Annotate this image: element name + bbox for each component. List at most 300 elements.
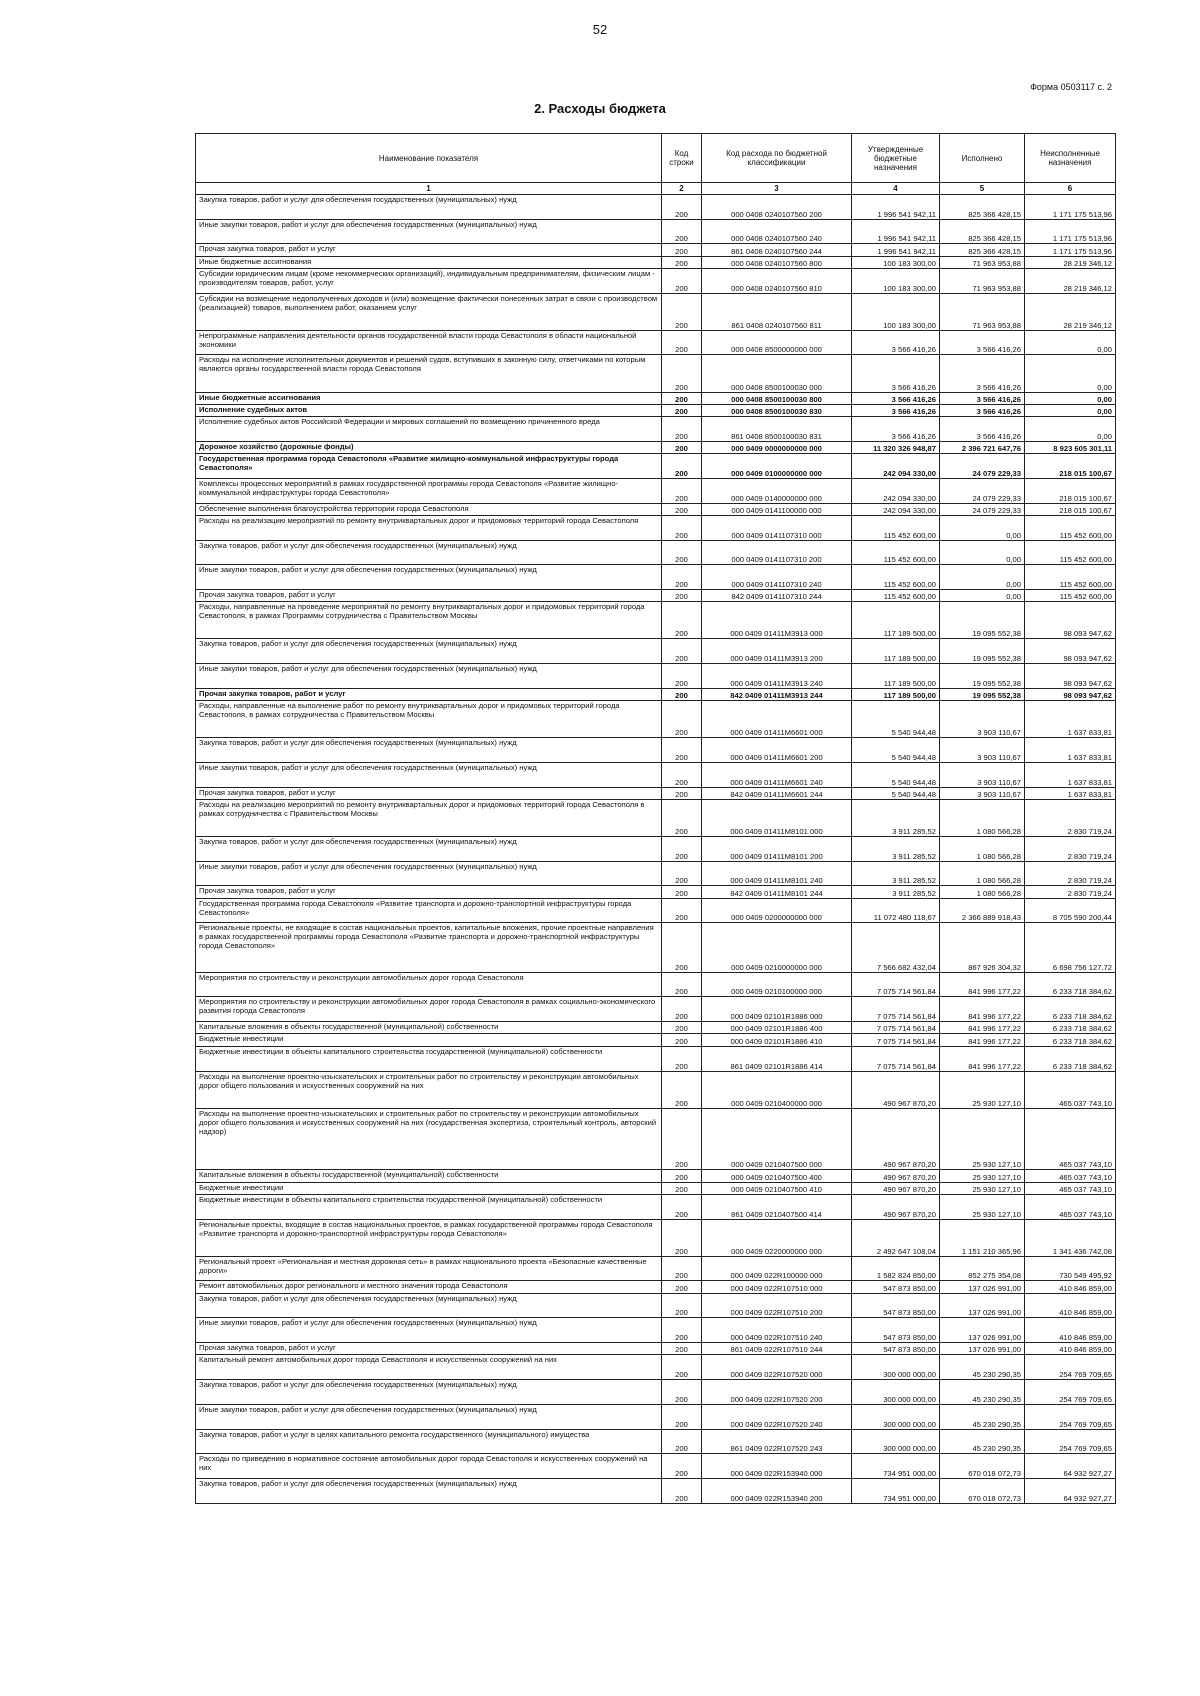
row-unexecuted-amount: 218 015 100,67 — [1025, 478, 1116, 503]
row-executed-amount: 25 930 127,10 — [940, 1108, 1025, 1170]
row-line-code: 200 — [662, 1194, 702, 1219]
table-row — [196, 355, 1116, 392]
row-indicator-name: Государственная программа города Севастополя «Развитие транспорта и дорожно-транспортной инфраструктуры города Севастополя» — [196, 898, 662, 923]
table-row — [196, 1034, 1116, 1046]
row-line-code: 200 — [662, 639, 702, 664]
row-unexecuted-amount: 64 932 927,27 — [1025, 1478, 1116, 1503]
column-number: 3 — [702, 183, 852, 195]
row-unexecuted-amount: 410 846 859,00 — [1025, 1293, 1116, 1318]
table-row — [196, 602, 1116, 639]
row-unexecuted-amount: 28 219 346,12 — [1025, 256, 1116, 268]
row-approved-amount: 1 996 541 942,11 — [852, 195, 940, 220]
row-line-code: 200 — [662, 540, 702, 565]
row-indicator-name: Исполнение судебных актов — [196, 404, 662, 416]
row-budget-code: 000 0409 01411M8101 240 — [702, 861, 852, 886]
table-row — [196, 503, 1116, 515]
row-budget-code: 000 0408 8500100030 000 — [702, 355, 852, 392]
table-row — [196, 1343, 1116, 1355]
row-approved-amount: 547 873 850,00 — [852, 1293, 940, 1318]
row-budget-code: 000 0409 022R107520 240 — [702, 1404, 852, 1429]
row-budget-code: 000 0409 0100000000 000 — [702, 454, 852, 479]
row-approved-amount: 300 000 000,00 — [852, 1380, 940, 1405]
row-executed-amount: 45 230 290,35 — [940, 1429, 1025, 1454]
table-row — [196, 441, 1116, 453]
row-budget-code: 861 0409 022R107520 243 — [702, 1429, 852, 1454]
row-indicator-name: Прочая закупка товаров, работ и услуг — [196, 244, 662, 256]
row-line-code: 200 — [662, 923, 702, 972]
row-approved-amount: 117 189 500,00 — [852, 639, 940, 664]
row-indicator-name: Иные закупки товаров, работ и услуг для обеспечения государственных (муниципальных) нужд — [196, 219, 662, 244]
row-line-code: 200 — [662, 417, 702, 442]
row-indicator-name: Прочая закупка товаров, работ и услуг — [196, 688, 662, 700]
table-row — [196, 861, 1116, 886]
row-budget-code: 000 0409 01411M8101 200 — [702, 836, 852, 861]
row-unexecuted-amount: 1 637 833,81 — [1025, 762, 1116, 787]
table-row — [196, 1108, 1116, 1170]
row-approved-amount: 115 452 600,00 — [852, 590, 940, 602]
row-executed-amount: 0,00 — [940, 540, 1025, 565]
row-executed-amount: 25 930 127,10 — [940, 1071, 1025, 1108]
row-budget-code: 000 0409 022R153940 200 — [702, 1478, 852, 1503]
table-row — [196, 590, 1116, 602]
row-indicator-name: Ремонт автомобильных дорог регионального и местного значения города Севастополя — [196, 1281, 662, 1293]
row-line-code: 200 — [662, 1454, 702, 1479]
table-row — [196, 454, 1116, 479]
row-approved-amount: 3 566 416,26 — [852, 330, 940, 355]
table-row — [196, 836, 1116, 861]
table-row — [196, 688, 1116, 700]
row-indicator-name: Региональные проекты, входящие в состав национальных проектов, в рамках государственной программы города Севастополя «Развитие транспорта и дорожно-транспортной инфраструктуры города Севастополя» — [196, 1219, 662, 1256]
row-indicator-name: Бюджетные инвестиции — [196, 1034, 662, 1046]
table-row — [196, 417, 1116, 442]
row-unexecuted-amount: 0,00 — [1025, 330, 1116, 355]
row-unexecuted-amount: 6 233 718 384,62 — [1025, 1046, 1116, 1071]
row-approved-amount: 7 075 714 561,84 — [852, 1046, 940, 1071]
row-approved-amount: 3 566 416,26 — [852, 404, 940, 416]
row-budget-code: 000 0408 8500000000 000 — [702, 330, 852, 355]
table-row — [196, 540, 1116, 565]
row-executed-amount: 19 095 552,38 — [940, 664, 1025, 689]
row-indicator-name: Закупка товаров, работ и услуг для обеспечения государственных (муниципальных) нужд — [196, 836, 662, 861]
row-unexecuted-amount: 64 932 927,27 — [1025, 1454, 1116, 1479]
row-budget-code: 842 0409 01411M6601 244 — [702, 787, 852, 799]
row-indicator-name: Исполнение судебных актов Российской Федерации и мировых соглашений по возмещению причиненного вреда — [196, 417, 662, 442]
expenses-table — [195, 133, 1116, 1504]
table-row — [196, 997, 1116, 1022]
row-unexecuted-amount: 465 037 743,10 — [1025, 1071, 1116, 1108]
row-budget-code: 842 0409 01411M8101 244 — [702, 886, 852, 898]
row-budget-code: 000 0409 02101R1886 410 — [702, 1034, 852, 1046]
header-line-code: Код строки — [662, 134, 702, 183]
row-line-code: 200 — [662, 256, 702, 268]
row-indicator-name: Расходы по приведению в нормативное состояние автомобильных дорог города Севастополя и искусственных сооружений на них — [196, 1454, 662, 1479]
row-budget-code: 000 0409 01411M6601 200 — [702, 738, 852, 763]
row-budget-code: 000 0408 8500100030 800 — [702, 392, 852, 404]
row-line-code: 200 — [662, 688, 702, 700]
row-unexecuted-amount: 2 830 719,24 — [1025, 886, 1116, 898]
row-budget-code: 000 0409 022R107520 200 — [702, 1380, 852, 1405]
row-line-code: 200 — [662, 565, 702, 590]
row-unexecuted-amount: 2 830 719,24 — [1025, 861, 1116, 886]
row-indicator-name: Прочая закупка товаров, работ и услуг — [196, 590, 662, 602]
row-unexecuted-amount: 410 846 859,00 — [1025, 1343, 1116, 1355]
row-executed-amount: 137 026 991,00 — [940, 1281, 1025, 1293]
row-executed-amount: 19 095 552,38 — [940, 688, 1025, 700]
table-row — [196, 256, 1116, 268]
row-indicator-name: Региональные проекты, не входящие в состав национальных проектов, капитальные вложения, прочие проектные направления в рамках государственной программы города Севастополя «Развитие транспорта и дорожно-транспортной инфраструктуры города Севастополя» — [196, 923, 662, 972]
row-indicator-name: Капитальный ремонт автомобильных дорог города Севастополя и искусственных сооружений на них — [196, 1355, 662, 1380]
header-indicator-name: Наименование показателя — [196, 134, 662, 183]
row-approved-amount: 300 000 000,00 — [852, 1404, 940, 1429]
row-line-code: 200 — [662, 503, 702, 515]
row-indicator-name: Расходы на исполнение исполнительных документов и решений судов, вступивших в законную силу, ответчиками по которым являются органы государственной власти города Севастополя — [196, 355, 662, 392]
table-row — [196, 1478, 1116, 1503]
row-line-code: 200 — [662, 664, 702, 689]
row-indicator-name: Расходы, направленные на проведение мероприятий по ремонту внутриквартальных дорог и придомовых территорий города Севастополя, в рамках Программы сотрудничества с Правительством Москвы — [196, 602, 662, 639]
row-executed-amount: 25 930 127,10 — [940, 1194, 1025, 1219]
row-approved-amount: 490 967 870,20 — [852, 1194, 940, 1219]
row-executed-amount: 3 903 110,67 — [940, 762, 1025, 787]
row-line-code: 200 — [662, 762, 702, 787]
row-unexecuted-amount: 465 037 743,10 — [1025, 1182, 1116, 1194]
row-unexecuted-amount: 2 830 719,24 — [1025, 799, 1116, 836]
row-budget-code: 000 0408 0240107560 240 — [702, 219, 852, 244]
row-unexecuted-amount: 1 171 175 513,96 — [1025, 195, 1116, 220]
row-executed-amount: 3 566 416,26 — [940, 355, 1025, 392]
row-unexecuted-amount: 465 037 743,10 — [1025, 1170, 1116, 1182]
header-unexecuted: Неисполненные назначения — [1025, 134, 1116, 183]
row-unexecuted-amount: 218 015 100,67 — [1025, 503, 1116, 515]
row-budget-code: 000 0409 022R153940 000 — [702, 1454, 852, 1479]
row-budget-code: 861 0409 022R107510 244 — [702, 1343, 852, 1355]
row-indicator-name: Прочая закупка товаров, работ и услуг — [196, 1343, 662, 1355]
row-unexecuted-amount: 28 219 346,12 — [1025, 269, 1116, 294]
table-row — [196, 1293, 1116, 1318]
row-indicator-name: Расходы на реализацию мероприятий по ремонту внутриквартальных дорог и придомовых территорий города Севастополя — [196, 515, 662, 540]
row-line-code: 200 — [662, 997, 702, 1022]
row-line-code: 200 — [662, 861, 702, 886]
row-executed-amount: 841 996 177,22 — [940, 1046, 1025, 1071]
row-approved-amount: 1 996 541 942,11 — [852, 219, 940, 244]
row-budget-code: 000 0409 01411M3913 200 — [702, 639, 852, 664]
row-line-code: 200 — [662, 1022, 702, 1034]
row-indicator-name: Непрограммные направления деятельности органов государственной власти города Севастополя в области национальной экономики — [196, 330, 662, 355]
row-budget-code: 000 0409 02101R1886 000 — [702, 997, 852, 1022]
table-header-row — [196, 134, 1116, 183]
table-body — [196, 195, 1116, 1504]
row-executed-amount: 3 903 110,67 — [940, 738, 1025, 763]
row-unexecuted-amount: 254 769 709,65 — [1025, 1355, 1116, 1380]
row-line-code: 200 — [662, 836, 702, 861]
row-line-code: 200 — [662, 972, 702, 997]
row-line-code: 200 — [662, 454, 702, 479]
row-indicator-name: Расходы на выполнение проектно-изыскательских и строительных работ по строительству и реконструкции автомобильных дорог общего пользования и искусственных сооружений на них — [196, 1071, 662, 1108]
row-line-code: 200 — [662, 478, 702, 503]
table-row — [196, 195, 1116, 220]
row-budget-code: 000 0409 0210407500 410 — [702, 1182, 852, 1194]
row-executed-amount: 1 080 566,28 — [940, 836, 1025, 861]
row-indicator-name: Государственная программа города Севастополя «Развитие жилищно-коммунальной инфраструктуры города Севастополя» — [196, 454, 662, 479]
row-indicator-name: Мероприятия по строительству и реконструкции автомобильных дорог города Севастополя в рамках социально-экономического развития города Севастополя — [196, 997, 662, 1022]
row-unexecuted-amount: 98 093 947,62 — [1025, 664, 1116, 689]
row-executed-amount: 1 080 566,28 — [940, 886, 1025, 898]
table-row — [196, 1380, 1116, 1405]
row-unexecuted-amount: 6 233 718 384,62 — [1025, 972, 1116, 997]
row-unexecuted-amount: 1 341 436 742,08 — [1025, 1219, 1116, 1256]
column-number: 2 — [662, 183, 702, 195]
row-line-code: 200 — [662, 738, 702, 763]
column-number: 1 — [196, 183, 662, 195]
row-approved-amount: 100 183 300,00 — [852, 256, 940, 268]
row-executed-amount: 45 230 290,35 — [940, 1355, 1025, 1380]
row-approved-amount: 11 072 480 118,67 — [852, 898, 940, 923]
row-approved-amount: 7 566 682 432,04 — [852, 923, 940, 972]
row-budget-code: 000 0409 0200000000 000 — [702, 898, 852, 923]
table-row — [196, 701, 1116, 738]
row-indicator-name: Иные закупки товаров, работ и услуг для обеспечения государственных (муниципальных) нужд — [196, 861, 662, 886]
row-approved-amount: 3 566 416,26 — [852, 355, 940, 392]
row-approved-amount: 5 540 944,48 — [852, 738, 940, 763]
row-line-code: 200 — [662, 1404, 702, 1429]
row-executed-amount: 0,00 — [940, 515, 1025, 540]
row-line-code: 200 — [662, 269, 702, 294]
table-row — [196, 1355, 1116, 1380]
row-indicator-name: Закупка товаров, работ и услуг для обеспечения государственных (муниципальных) нужд — [196, 639, 662, 664]
row-budget-code: 861 0408 0240107560 811 — [702, 293, 852, 330]
table-row — [196, 639, 1116, 664]
row-approved-amount: 3 911 285,52 — [852, 799, 940, 836]
row-approved-amount: 547 873 850,00 — [852, 1343, 940, 1355]
row-approved-amount: 5 540 944,48 — [852, 701, 940, 738]
row-unexecuted-amount: 98 093 947,62 — [1025, 639, 1116, 664]
row-line-code: 200 — [662, 1343, 702, 1355]
row-executed-amount: 19 095 552,38 — [940, 639, 1025, 664]
row-approved-amount: 1 996 541 942,11 — [852, 244, 940, 256]
row-unexecuted-amount: 0,00 — [1025, 392, 1116, 404]
table-row — [196, 1429, 1116, 1454]
row-executed-amount: 45 230 290,35 — [940, 1380, 1025, 1405]
row-budget-code: 000 0409 022R107510 240 — [702, 1318, 852, 1343]
row-unexecuted-amount: 115 452 600,00 — [1025, 540, 1116, 565]
row-indicator-name: Закупка товаров, работ и услуг для обеспечения государственных (муниципальных) нужд — [196, 1478, 662, 1503]
table-row — [196, 664, 1116, 689]
row-budget-code: 000 0408 8500100030 830 — [702, 404, 852, 416]
row-line-code: 200 — [662, 886, 702, 898]
row-unexecuted-amount: 1 637 833,81 — [1025, 787, 1116, 799]
row-indicator-name: Комплексы процессных мероприятий в рамках государственной программы города Севастополя «Развитие жилищно-коммунальной инфраструктуры города Севастополя» — [196, 478, 662, 503]
row-budget-code: 000 0409 0210400000 000 — [702, 1071, 852, 1108]
row-executed-amount: 0,00 — [940, 565, 1025, 590]
section-title: 2. Расходы бюджета — [534, 101, 666, 116]
row-indicator-name: Закупка товаров, работ и услуг для обеспечения государственных (муниципальных) нужд — [196, 738, 662, 763]
row-indicator-name: Обеспечение выполнения благоустройства территории города Севастополя — [196, 503, 662, 515]
row-indicator-name: Иные закупки товаров, работ и услуг для обеспечения государственных (муниципальных) нужд — [196, 565, 662, 590]
row-unexecuted-amount: 730 549 495,92 — [1025, 1256, 1116, 1281]
row-budget-code: 000 0409 01411M6601 240 — [702, 762, 852, 787]
row-approved-amount: 734 951 000,00 — [852, 1454, 940, 1479]
row-line-code: 200 — [662, 515, 702, 540]
row-executed-amount: 3 903 110,67 — [940, 787, 1025, 799]
row-line-code: 200 — [662, 1429, 702, 1454]
row-unexecuted-amount: 6 233 718 384,62 — [1025, 1034, 1116, 1046]
row-executed-amount: 852 275 354,08 — [940, 1256, 1025, 1281]
row-approved-amount: 2 492 647 108,04 — [852, 1219, 940, 1256]
row-budget-code: 000 0409 0210407500 400 — [702, 1170, 852, 1182]
row-unexecuted-amount: 0,00 — [1025, 417, 1116, 442]
row-line-code: 200 — [662, 590, 702, 602]
row-line-code: 200 — [662, 1380, 702, 1405]
row-line-code: 200 — [662, 898, 702, 923]
table-row — [196, 244, 1116, 256]
row-line-code: 200 — [662, 602, 702, 639]
row-unexecuted-amount: 254 769 709,65 — [1025, 1404, 1116, 1429]
row-line-code: 200 — [662, 404, 702, 416]
row-indicator-name: Капитальные вложения в объекты государственной (муниципальной) собственности — [196, 1170, 662, 1182]
row-executed-amount: 670 018 072,73 — [940, 1454, 1025, 1479]
row-budget-code: 000 0409 0141107310 200 — [702, 540, 852, 565]
row-approved-amount: 3 911 285,52 — [852, 861, 940, 886]
row-executed-amount: 3 566 416,26 — [940, 404, 1025, 416]
row-executed-amount: 137 026 991,00 — [940, 1293, 1025, 1318]
table-row — [196, 1170, 1116, 1182]
row-approved-amount: 115 452 600,00 — [852, 565, 940, 590]
row-approved-amount: 5 540 944,48 — [852, 787, 940, 799]
header-budget-code: Код расхода по бюджетной классификации — [702, 134, 852, 183]
row-approved-amount: 117 189 500,00 — [852, 664, 940, 689]
row-unexecuted-amount: 465 037 743,10 — [1025, 1108, 1116, 1170]
row-indicator-name: Иные закупки товаров, работ и услуг для обеспечения государственных (муниципальных) нужд — [196, 664, 662, 689]
row-budget-code: 000 0409 022R107510 200 — [702, 1293, 852, 1318]
row-unexecuted-amount: 1 637 833,81 — [1025, 738, 1116, 763]
table-row — [196, 219, 1116, 244]
column-number: 6 — [1025, 183, 1116, 195]
row-executed-amount: 2 396 721 647,76 — [940, 441, 1025, 453]
row-unexecuted-amount: 28 219 346,12 — [1025, 293, 1116, 330]
table-row — [196, 1281, 1116, 1293]
row-indicator-name: Расходы, направленные на выполнение работ по ремонту внутриквартальных дорог и придомовых территорий города Севастополя, в рамках сотрудничества с Правительством Москвы — [196, 701, 662, 738]
row-approved-amount: 117 189 500,00 — [852, 688, 940, 700]
row-unexecuted-amount: 254 769 709,65 — [1025, 1380, 1116, 1405]
row-unexecuted-amount: 1 171 175 513,96 — [1025, 219, 1116, 244]
table-row — [196, 1454, 1116, 1479]
row-indicator-name: Бюджетные инвестиции — [196, 1182, 662, 1194]
table-row — [196, 1022, 1116, 1034]
row-indicator-name: Капитальные вложения в объекты государственной (муниципальной) собственности — [196, 1022, 662, 1034]
row-executed-amount: 841 996 177,22 — [940, 997, 1025, 1022]
row-indicator-name: Бюджетные инвестиции в объекты капитального строительства государственной (муниципальной) собственности — [196, 1194, 662, 1219]
column-number: 5 — [940, 183, 1025, 195]
row-approved-amount: 117 189 500,00 — [852, 602, 940, 639]
row-line-code: 200 — [662, 787, 702, 799]
row-budget-code: 000 0409 0141107310 240 — [702, 565, 852, 590]
row-executed-amount: 137 026 991,00 — [940, 1343, 1025, 1355]
row-executed-amount: 24 079 229,33 — [940, 503, 1025, 515]
row-approved-amount: 1 582 824 850,00 — [852, 1256, 940, 1281]
row-executed-amount: 24 079 229,33 — [940, 454, 1025, 479]
row-line-code: 200 — [662, 1293, 702, 1318]
row-indicator-name: Прочая закупка товаров, работ и услуг — [196, 787, 662, 799]
row-executed-amount: 841 996 177,22 — [940, 972, 1025, 997]
row-unexecuted-amount: 115 452 600,00 — [1025, 515, 1116, 540]
row-budget-code: 000 0408 0240107560 200 — [702, 195, 852, 220]
row-line-code: 200 — [662, 441, 702, 453]
row-indicator-name: Иные закупки товаров, работ и услуг для обеспечения государственных (муниципальных) нужд — [196, 1404, 662, 1429]
table-row — [196, 886, 1116, 898]
row-line-code: 200 — [662, 1046, 702, 1071]
table-row — [196, 1046, 1116, 1071]
row-budget-code: 842 0409 01411M3913 244 — [702, 688, 852, 700]
row-approved-amount: 5 540 944,48 — [852, 762, 940, 787]
row-executed-amount: 3 566 416,26 — [940, 417, 1025, 442]
row-indicator-name: Региональный проект «Региональная и местная дорожная сеть» в рамках национального проекта «Безопасные качественные дороги» — [196, 1256, 662, 1281]
row-executed-amount: 71 963 953,88 — [940, 256, 1025, 268]
row-approved-amount: 242 094 330,00 — [852, 478, 940, 503]
row-executed-amount: 825 366 428,15 — [940, 195, 1025, 220]
table-row — [196, 269, 1116, 294]
table-row — [196, 738, 1116, 763]
row-approved-amount: 547 873 850,00 — [852, 1281, 940, 1293]
table-row — [196, 1256, 1116, 1281]
table-row — [196, 1219, 1116, 1256]
row-approved-amount: 242 094 330,00 — [852, 503, 940, 515]
row-executed-amount: 25 930 127,10 — [940, 1182, 1025, 1194]
row-approved-amount: 100 183 300,00 — [852, 269, 940, 294]
table-row — [196, 972, 1116, 997]
table-row — [196, 1318, 1116, 1343]
row-approved-amount: 3 911 285,52 — [852, 836, 940, 861]
row-budget-code: 000 0409 01411M8101 000 — [702, 799, 852, 836]
row-indicator-name: Закупка товаров, работ и услуг для обеспечения государственных (муниципальных) нужд — [196, 1293, 662, 1318]
row-line-code: 200 — [662, 1170, 702, 1182]
row-executed-amount: 825 366 428,15 — [940, 219, 1025, 244]
row-approved-amount: 3 911 285,52 — [852, 886, 940, 898]
row-unexecuted-amount: 8 705 590 200,44 — [1025, 898, 1116, 923]
column-number: 4 — [852, 183, 940, 195]
row-unexecuted-amount: 1 637 833,81 — [1025, 701, 1116, 738]
row-approved-amount: 7 075 714 561,84 — [852, 997, 940, 1022]
row-executed-amount: 1 080 566,28 — [940, 861, 1025, 886]
row-unexecuted-amount: 410 846 859,00 — [1025, 1318, 1116, 1343]
row-indicator-name: Дорожное хозяйство (дорожные фонды) — [196, 441, 662, 453]
row-indicator-name: Иные закупки товаров, работ и услуг для обеспечения государственных (муниципальных) нужд — [196, 1318, 662, 1343]
row-approved-amount: 3 566 416,26 — [852, 392, 940, 404]
row-budget-code: 000 0408 0240107560 800 — [702, 256, 852, 268]
row-approved-amount: 242 094 330,00 — [852, 454, 940, 479]
row-indicator-name: Закупка товаров, работ и услуг для обеспечения государственных (муниципальных) нужд — [196, 540, 662, 565]
table-row — [196, 515, 1116, 540]
row-indicator-name: Закупка товаров, работ и услуг для обеспечения государственных (муниципальных) нужд — [196, 195, 662, 220]
row-executed-amount: 3 566 416,26 — [940, 330, 1025, 355]
row-unexecuted-amount: 6 698 756 127,72 — [1025, 923, 1116, 972]
row-budget-code: 861 0409 0210407500 414 — [702, 1194, 852, 1219]
row-indicator-name: Субсидии на возмещение недополученных доходов и (или) возмещение фактически понесенных затрат в связи с производством (реализацией) товаров, выполнением работ, оказанием услуг — [196, 293, 662, 330]
row-unexecuted-amount: 115 452 600,00 — [1025, 590, 1116, 602]
row-budget-code: 000 0409 01411M6601 000 — [702, 701, 852, 738]
row-unexecuted-amount: 218 015 100,67 — [1025, 454, 1116, 479]
row-unexecuted-amount: 98 093 947,62 — [1025, 688, 1116, 700]
row-budget-code: 000 0409 0220000000 000 — [702, 1219, 852, 1256]
row-indicator-name: Закупка товаров, работ и услуг в целях капитального ремонта государственного (муниципального) имущества — [196, 1429, 662, 1454]
row-line-code: 200 — [662, 330, 702, 355]
row-line-code: 200 — [662, 1108, 702, 1170]
row-budget-code: 000 0409 022R107510 000 — [702, 1281, 852, 1293]
row-unexecuted-amount: 0,00 — [1025, 404, 1116, 416]
row-executed-amount: 24 079 229,33 — [940, 478, 1025, 503]
row-line-code: 200 — [662, 1478, 702, 1503]
row-approved-amount: 490 967 870,20 — [852, 1108, 940, 1170]
row-approved-amount: 490 967 870,20 — [852, 1182, 940, 1194]
row-executed-amount: 45 230 290,35 — [940, 1404, 1025, 1429]
